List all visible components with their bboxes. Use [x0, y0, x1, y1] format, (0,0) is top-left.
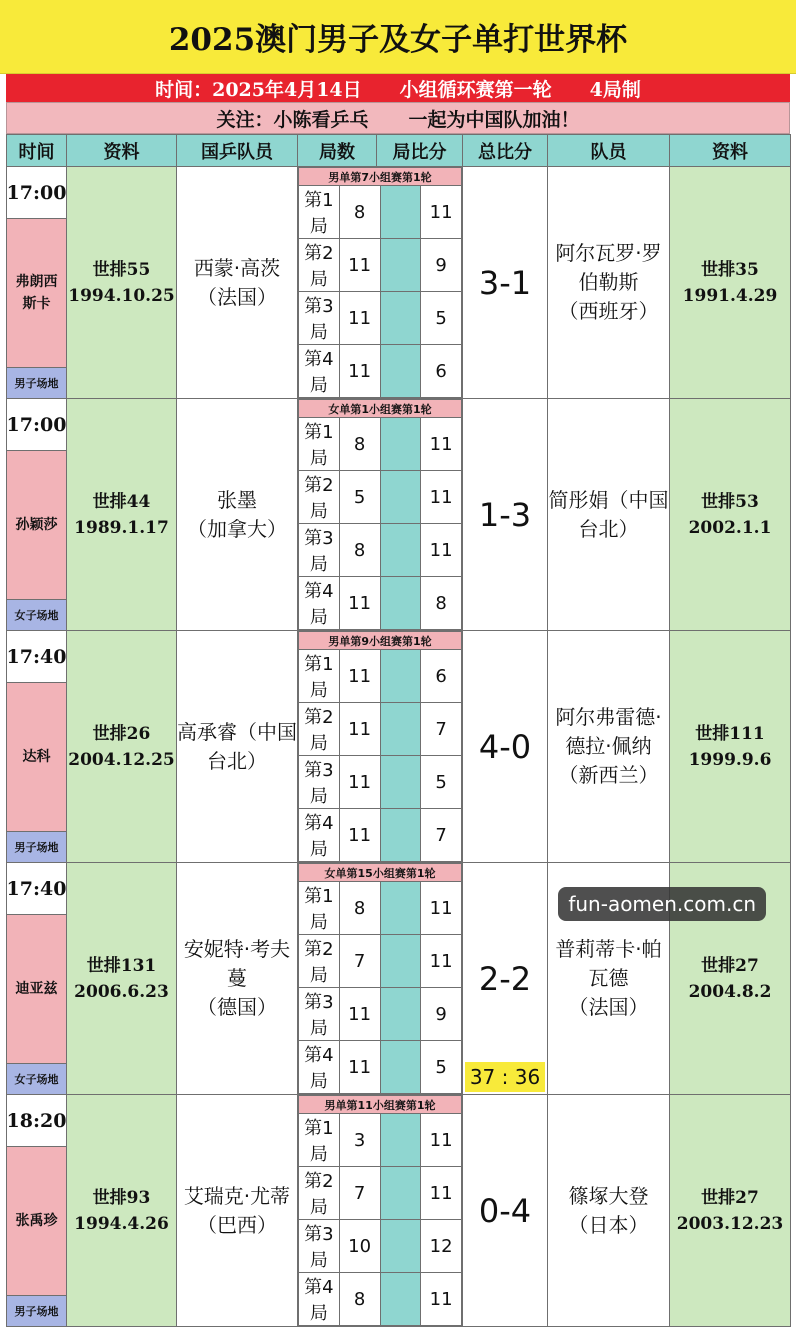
total-score-cell	[463, 863, 548, 1095]
col-header: 总比分	[463, 135, 548, 167]
game-row	[299, 1220, 462, 1273]
focus-banner	[6, 102, 790, 134]
player-name: 张墨	[217, 487, 257, 512]
game-score-home: 8	[339, 1273, 380, 1326]
game-score-home: 11	[339, 703, 380, 756]
game-label: 第2局	[299, 239, 340, 292]
group-label-row	[299, 864, 462, 882]
world-rank: 世排55	[92, 259, 151, 280]
game-label: 第3局	[299, 524, 340, 577]
score-divider	[380, 1167, 421, 1220]
game-scores	[298, 399, 463, 631]
total-score-cell	[463, 631, 548, 863]
score-divider	[380, 524, 421, 577]
player-country: （巴西）	[197, 1212, 277, 1237]
game-row	[299, 809, 462, 862]
opponent-name: 阿尔弗雷德·德拉·佩纳	[555, 705, 662, 758]
game-score-home: 11	[339, 239, 380, 292]
game-score-home: 11	[339, 650, 380, 703]
score-divider	[380, 756, 421, 809]
game-score-away: 11	[421, 1114, 462, 1167]
world-rank: 世排93	[92, 1187, 151, 1208]
score-divider	[380, 703, 421, 756]
venue-label: 男子场地	[7, 368, 66, 398]
game-score-home: 11	[339, 292, 380, 345]
game-table	[298, 1095, 462, 1326]
match-time: 17:00	[7, 167, 66, 219]
opponent-rank: 世排27	[701, 955, 759, 976]
opponent-country: （新西兰）	[558, 763, 659, 787]
game-scores	[298, 631, 463, 863]
birth-date: 1989.1.17	[74, 517, 169, 538]
time-cell	[7, 399, 67, 631]
game-label: 第2局	[299, 1167, 340, 1220]
match-time: 17:40	[7, 631, 66, 683]
game-label: 第3局	[299, 292, 340, 345]
game-label: 第1局	[299, 186, 340, 239]
player-name: 西蒙·高茨	[193, 255, 281, 280]
player-info	[67, 863, 177, 1095]
game-score-away: 7	[421, 703, 462, 756]
total-score: 1-3	[478, 495, 532, 534]
player-cell	[177, 399, 298, 631]
game-score-home: 10	[339, 1220, 380, 1273]
game-label: 第1局	[299, 882, 340, 935]
group-label-row	[299, 632, 462, 650]
group-label-row	[299, 1096, 462, 1114]
game-row	[299, 577, 462, 630]
game-score-away: 11	[421, 186, 462, 239]
game-label: 第4局	[299, 345, 340, 398]
venue-label: 女子场地	[7, 1064, 66, 1094]
player-cell	[177, 167, 298, 399]
game-label: 第2局	[299, 935, 340, 988]
opponent-info	[670, 399, 791, 631]
game-label: 第1局	[299, 1114, 340, 1167]
opponent-name: 简彤娟（中国台北）	[548, 487, 669, 541]
total-score: 3-1	[478, 263, 532, 302]
birth-date: 1994.10.25	[68, 285, 175, 306]
game-score-away: 8	[421, 577, 462, 630]
player-cell	[177, 631, 298, 863]
score-divider	[380, 650, 421, 703]
player-cell	[177, 1095, 298, 1327]
game-label: 第3局	[299, 1220, 340, 1273]
world-rank: 世排44	[92, 491, 151, 512]
time-cell	[7, 863, 67, 1095]
score-divider	[380, 988, 421, 1041]
game-score-home: 7	[339, 935, 380, 988]
col-header: 资料	[67, 135, 177, 167]
col-header: 局数	[298, 135, 377, 167]
game-score-away: 11	[421, 882, 462, 935]
group-label: 男单第11小组赛第1轮	[299, 1096, 462, 1114]
game-row	[299, 186, 462, 239]
opponent-info	[670, 631, 791, 863]
game-scores	[298, 1095, 463, 1327]
birth-date: 1994.4.26	[74, 1213, 169, 1234]
group-label-row	[299, 168, 462, 186]
match-row	[7, 1095, 791, 1327]
col-header: 资料	[670, 135, 791, 167]
total-score: 2-2	[478, 959, 532, 998]
opponent-birth: 2003.12.23	[676, 1213, 784, 1234]
col-header: 国乒队员	[177, 135, 298, 167]
schedule-subtitle: 时间：2025年4月14日 小组循环赛第一轮 4局制	[6, 74, 790, 102]
game-score-home: 3	[339, 1114, 380, 1167]
score-divider	[380, 345, 421, 398]
score-divider	[380, 809, 421, 862]
game-score-away: 5	[421, 292, 462, 345]
opponent-info	[670, 167, 791, 399]
game-score-away: 11	[421, 418, 462, 471]
game-score-away: 9	[421, 239, 462, 292]
score-divider	[380, 1273, 421, 1326]
game-scores	[298, 863, 463, 1095]
venue-label: 女子场地	[7, 600, 66, 630]
game-score-home: 7	[339, 1167, 380, 1220]
group-label: 女单第1小组赛第1轮	[299, 400, 462, 418]
score-divider	[380, 418, 421, 471]
opponent-name: 普莉蒂卡·帕瓦德	[555, 937, 662, 990]
game-score-home: 8	[339, 186, 380, 239]
game-row	[299, 1041, 462, 1094]
chinese-player: 孙颖莎	[7, 451, 66, 600]
venue-label: 男子场地	[7, 1296, 66, 1326]
opponent-rank: 世排111	[695, 723, 765, 744]
player-name: 高承睿（中国台北）	[177, 719, 297, 773]
game-label: 第4局	[299, 577, 340, 630]
game-label: 第1局	[299, 650, 340, 703]
game-scores	[298, 167, 463, 399]
player-info	[67, 631, 177, 863]
score-divider	[380, 882, 421, 935]
header-row	[7, 135, 791, 167]
group-label: 男单第9小组赛第1轮	[299, 632, 462, 650]
total-score: 4-0	[478, 727, 532, 766]
game-score-away: 11	[421, 1167, 462, 1220]
time-cell	[7, 1095, 67, 1327]
game-row	[299, 650, 462, 703]
player-info	[67, 1095, 177, 1327]
birth-date: 2004.12.25	[68, 749, 175, 770]
game-row	[299, 239, 462, 292]
world-rank: 世排131	[86, 955, 157, 976]
match-time: 17:40	[7, 863, 66, 915]
game-score-away: 9	[421, 988, 462, 1041]
opponent-birth: 2004.8.2	[688, 981, 772, 1002]
opponent-cell	[548, 631, 670, 863]
game-score-away: 11	[421, 471, 462, 524]
game-score-away: 5	[421, 756, 462, 809]
game-row	[299, 524, 462, 577]
total-points: 37 : 36	[465, 1062, 545, 1092]
opponent-name: 阿尔瓦罗·罗伯勒斯	[555, 241, 662, 294]
score-divider	[380, 239, 421, 292]
game-label: 第2局	[299, 703, 340, 756]
opponent-rank: 世排53	[701, 491, 759, 512]
game-score-away: 11	[421, 935, 462, 988]
game-score-away: 12	[421, 1220, 462, 1273]
chinese-player: 张禹珍	[7, 1147, 66, 1296]
player-name: 安妮特·考夫蔓	[183, 937, 291, 990]
game-label: 第4局	[299, 809, 340, 862]
opponent-name: 篠塚大登	[568, 1183, 649, 1208]
player-cell	[177, 863, 298, 1095]
opponent-cell	[548, 167, 670, 399]
game-score-home: 11	[339, 345, 380, 398]
game-score-home: 8	[339, 418, 380, 471]
game-label: 第4局	[299, 1273, 340, 1326]
focus-text: 关注：小陈看乒乓	[216, 108, 369, 131]
opponent-rank: 世排27	[701, 1187, 759, 1208]
game-score-away: 11	[421, 524, 462, 577]
opponent-rank: 世排35	[701, 259, 759, 280]
page-title: 2025澳门男子及女子单打世界杯	[0, 0, 796, 74]
opponent-birth: 1999.9.6	[688, 749, 772, 770]
game-label: 第2局	[299, 471, 340, 524]
chinese-player: 迪亚兹	[7, 915, 66, 1064]
match-row	[7, 167, 791, 399]
player-country: （德国）	[197, 995, 277, 1019]
game-score-home: 8	[339, 882, 380, 935]
game-score-away: 11	[421, 1273, 462, 1326]
score-divider	[380, 1220, 421, 1273]
score-divider	[380, 1041, 421, 1094]
col-header: 局比分	[377, 135, 463, 167]
game-table	[298, 399, 462, 630]
opponent-country: （西班牙）	[558, 299, 659, 323]
game-row	[299, 703, 462, 756]
player-info	[67, 167, 177, 399]
chinese-player: 达科	[7, 683, 66, 832]
game-score-home: 11	[339, 988, 380, 1041]
game-label: 第3局	[299, 756, 340, 809]
game-row	[299, 1114, 462, 1167]
score-divider	[380, 1114, 421, 1167]
match-row	[7, 631, 791, 863]
group-label: 女单第15小组赛第1轮	[299, 864, 462, 882]
results-table	[6, 134, 791, 1327]
total-score-cell	[463, 399, 548, 631]
game-label: 第1局	[299, 418, 340, 471]
group-label: 男单第7小组赛第1轮	[299, 168, 462, 186]
game-score-away: 5	[421, 1041, 462, 1094]
score-divider	[380, 186, 421, 239]
game-score-home: 8	[339, 524, 380, 577]
game-row	[299, 1167, 462, 1220]
game-score-home: 11	[339, 577, 380, 630]
player-info	[67, 399, 177, 631]
opponent-cell	[548, 1095, 670, 1327]
player-country: （法国）	[197, 284, 277, 309]
game-label: 第4局	[299, 1041, 340, 1094]
opponent-country: （日本）	[568, 1212, 649, 1237]
game-row	[299, 1273, 462, 1326]
game-score-home: 11	[339, 809, 380, 862]
world-rank: 世排26	[92, 723, 151, 744]
group-label-row	[299, 400, 462, 418]
game-table	[298, 631, 462, 862]
game-score-home: 5	[339, 471, 380, 524]
game-row	[299, 756, 462, 809]
opponent-info	[670, 1095, 791, 1327]
game-label: 第3局	[299, 988, 340, 1041]
score-divider	[380, 935, 421, 988]
opponent-birth: 2002.1.1	[688, 517, 772, 538]
game-score-home: 11	[339, 1041, 380, 1094]
game-row	[299, 418, 462, 471]
game-table	[298, 863, 462, 1094]
time-cell	[7, 631, 67, 863]
match-row	[7, 399, 791, 631]
player-name: 艾瑞克·尤蒂	[183, 1183, 291, 1208]
chinese-player: 弗朗西斯卡	[7, 219, 66, 368]
game-score-away: 7	[421, 809, 462, 862]
score-divider	[380, 292, 421, 345]
opponent-country: （法国）	[568, 995, 649, 1019]
game-score-away: 6	[421, 650, 462, 703]
venue-label: 男子场地	[7, 832, 66, 862]
game-row	[299, 988, 462, 1041]
game-table	[298, 167, 462, 398]
total-score-cell	[463, 167, 548, 399]
game-row	[299, 292, 462, 345]
game-row	[299, 471, 462, 524]
game-row	[299, 882, 462, 935]
match-time: 17:00	[7, 399, 66, 451]
time-cell	[7, 167, 67, 399]
score-divider	[380, 471, 421, 524]
game-score-away: 6	[421, 345, 462, 398]
watermark: fun-aomen.com.cn	[558, 887, 766, 921]
score-divider	[380, 577, 421, 630]
col-header: 队员	[548, 135, 670, 167]
cheer-text: 一起为中国队加油！	[408, 108, 580, 131]
match-time: 18:20	[7, 1095, 66, 1147]
opponent-birth: 1991.4.29	[682, 285, 778, 306]
game-row	[299, 345, 462, 398]
player-country: （加拿大）	[187, 516, 287, 541]
birth-date: 2006.6.23	[74, 981, 169, 1002]
total-score: 0-4	[478, 1191, 532, 1230]
game-row	[299, 935, 462, 988]
col-header: 时间	[7, 135, 67, 167]
opponent-cell	[548, 399, 670, 631]
total-score-cell	[463, 1095, 548, 1327]
game-score-home: 11	[339, 756, 380, 809]
